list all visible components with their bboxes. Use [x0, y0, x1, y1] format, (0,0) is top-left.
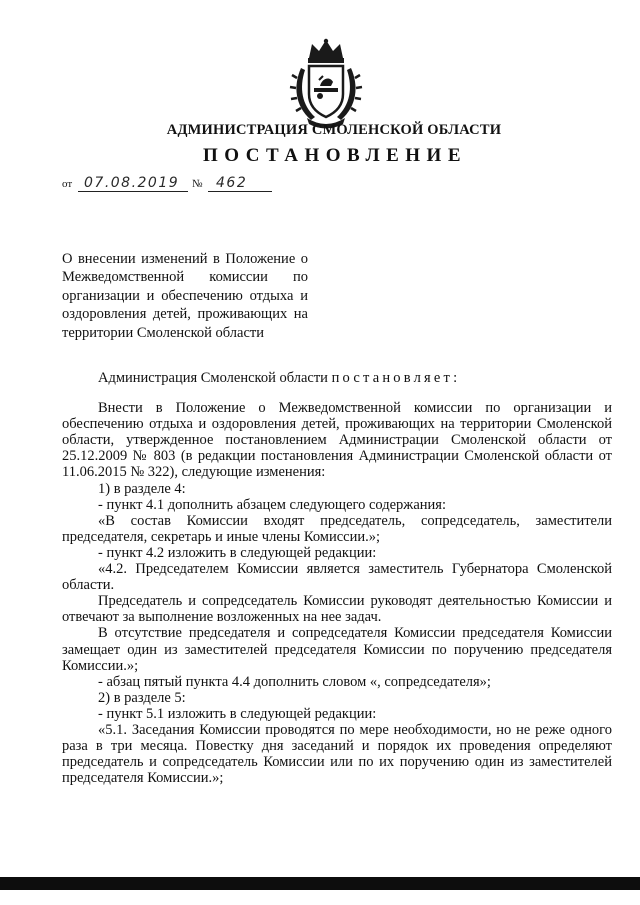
paragraph: - пункт 5.1 изложить в следующей редакции:: [98, 705, 377, 722]
organization-title: АДМИНИСТРАЦИЯ СМОЛЕНСКОЙ ОБЛАСТИ: [166, 122, 502, 138]
paragraph: В отсутствие председателя и сопредседателя Комиссии председателя Комиссии замещает один из заместителей председателя Комиссии по поручению председателя Комиссии.»;: [62, 625, 612, 674]
intro-verb: постановляет:: [331, 370, 461, 386]
number-sign: №: [192, 178, 203, 190]
paragraph: Председатель и сопредседатель Комиссии руководят деятельностью Комиссии и отвечают за выполнение возложенных на нее задач.: [62, 593, 612, 626]
document-subject: О внесении изменений в Положение о Межведомственной комиссии по организации и обеспечению отдыха и оздоровления детей, проживающих на территории Смоленской области: [62, 251, 308, 341]
paragraph: Внести в Положение о Межведомственной комиссии по организации и обеспечению отдыха и оздоровления детей, проживающих на территории Смоленской области, утвержденное постановлением Администрации Смоленской области от 25.12.2009 № 803 (в редакции постановления Администрации Смоленской области от 11.06.2015 № 322), следующие изменения:: [62, 400, 612, 481]
paragraph: 1) в разделе 4:: [98, 480, 186, 497]
paragraph: «5.1. Заседания Комиссии проводятся по мере необходимости, но не реже одного раза в три месяца. Повестку дня заседаний и порядок их проведения определяют председатель и сопредседатель Комиссии или по их поручению один из заместителей председателя Комиссии.»;: [62, 721, 612, 787]
coat-of-arms-emblem: [289, 38, 363, 130]
date-number-line: [62, 172, 322, 194]
scan-bottom-border: [0, 877, 640, 890]
document-body: [62, 370, 612, 786]
number-underline: [208, 191, 272, 192]
handwritten-date: 07.08.2019: [84, 175, 180, 191]
date-prefix: от: [62, 178, 73, 190]
paragraph: 2) в разделе 5:: [98, 689, 186, 706]
resolution-intro: [62, 370, 612, 386]
paragraph: - пункт 4.2 изложить в следующей редакции:: [98, 544, 377, 561]
paragraph: «4.2. Председателем Комиссии является заместитель Губернатора Смоленской области.: [62, 561, 612, 594]
intro-prefix: Администрация Смоленской области: [98, 370, 332, 386]
paragraph: - пункт 4.1 дополнить абзацем следующего содержания:: [98, 496, 446, 513]
date-underline: [78, 191, 188, 192]
document-type-heading: ПОСТАНОВЛЕНИЕ: [202, 145, 468, 166]
paragraph: «В состав Комиссии входят председатель, сопредседатель, заместители председателя, секретарь и иные члены Комиссии.»;: [62, 512, 612, 545]
handwritten-number: 462: [216, 175, 248, 191]
paragraph: - абзац пятый пункта 4.4 дополнить словом «, сопредседателя»;: [98, 673, 491, 690]
